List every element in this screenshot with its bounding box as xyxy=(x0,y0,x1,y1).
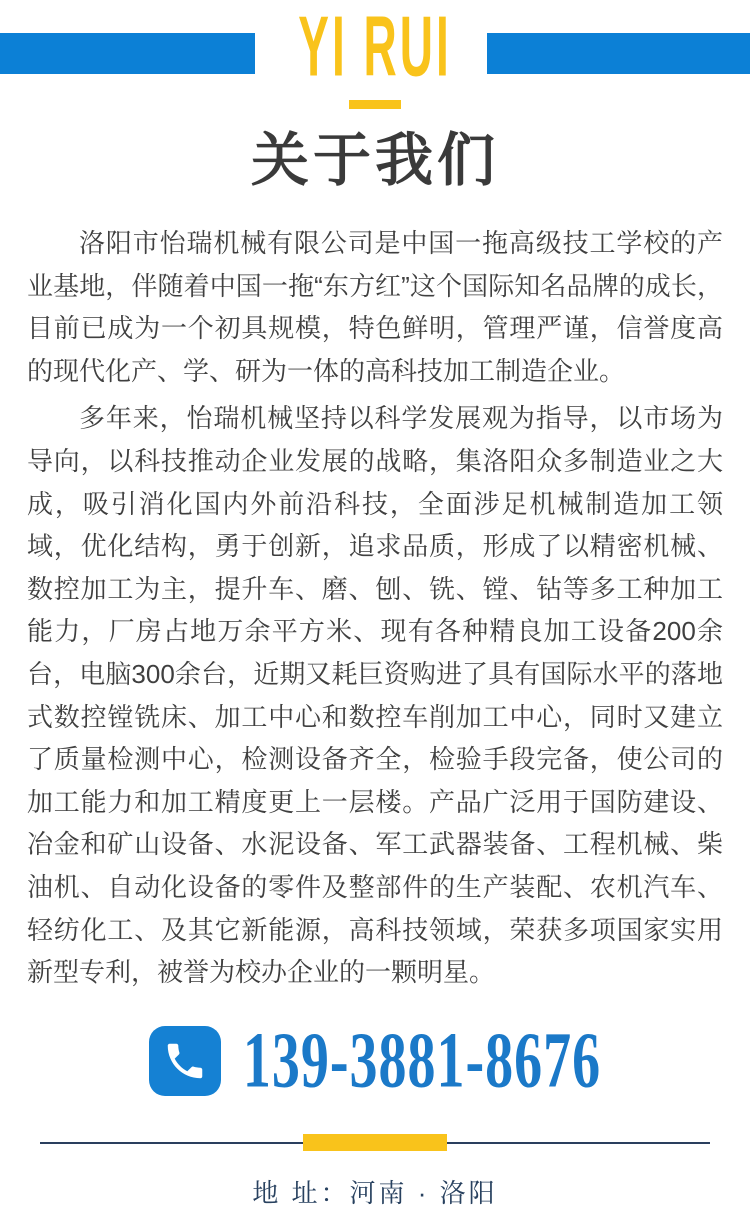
brand-underline xyxy=(349,100,401,109)
address-text: 地 址：河南 · 洛阳 xyxy=(252,1177,498,1208)
brand-logo xyxy=(0,0,750,95)
brand-logo-text: YI RUI xyxy=(298,0,452,95)
section-divider xyxy=(0,1134,750,1151)
phone-handset-icon xyxy=(162,1038,208,1084)
header xyxy=(0,0,750,110)
page-title: 关于我们 xyxy=(250,128,499,193)
about-paragraph-2: 多年来，怡瑞机械坚持以科学发展观为指导，以市场为导向，以科技推动企业发展的战略，集洛阳众多制造业之大成，吸引消化国内外前沿科技，全面涉足机械制造加工领域，优化结构，勇于创新，追求品质，形成了以精密机械、数控加工为主，提升车、磨、刨、铣、镗、钻等多工种加工能力，厂房占地万余平方米、现有各种精良加工设备200余台，电脑300余台，近期又耗巨资购进了具有国际水平的落地式数控镗铣床、加工中心和数控车削加工中心，同时又建立了质量检测中心，检测设备齐全，检验手段完备，使公司的加工能力和加工精度更上一层楼。产品广泛用于国防建设、冶金和矿山设备、水泥设备、军工武器装备、工程机械、柴油机、自动化设备的零件及整部件的生产装配、农机汽车、轻纺化工、及其它新能源，高科技领域，荣获多项国家实用新型专利，被誉为校办企业的一颗明星。 xyxy=(27,403,723,988)
divider-accent-bar xyxy=(303,1134,447,1151)
phone-number: 139-3881-8676 xyxy=(242,1016,602,1105)
phone-row[interactable] xyxy=(0,1016,750,1105)
about-section xyxy=(27,222,723,994)
phone-icon xyxy=(149,1026,221,1096)
about-paragraph-1: 洛阳市怡瑞机械有限公司是中国一拖高级技工学校的产业基地，伴随着中国一拖“东方红”这个国际知名品牌的成长，目前已成为一个初具规模，特色鲜明，管理严谨，信誉度高的现代化产、学、研为一体的高科技加工制造企业。 xyxy=(27,228,723,386)
